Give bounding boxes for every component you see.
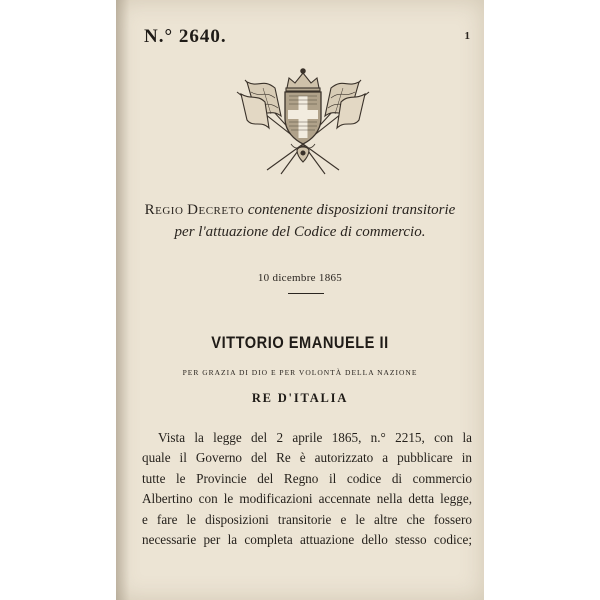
body-line: quale il Governo del Re è autorizzato a pubblicare in xyxy=(142,450,472,466)
divider-rule xyxy=(288,293,324,294)
document-page xyxy=(116,0,484,600)
body-line: e fare le disposizioni transitorie e le altre che fossero xyxy=(142,511,472,527)
decree-title-line-1 xyxy=(116,202,484,219)
decree-title-line-2: per l'attuazione del Codice di commercio. xyxy=(174,224,426,240)
sovereign-grace-formula: PER GRAZIA DI DIO E PER VOLONTÀ DELLA NAZIONE xyxy=(182,368,418,377)
body-line: necessarie per la completa attuazione dello stesso codice; xyxy=(142,532,472,548)
body-line: Albertino con le modificazioni accennate nella detta legge, xyxy=(142,491,472,507)
body-line: tutte le Provincie del Regno il codice di commercio xyxy=(142,470,472,486)
sovereign-name: VITTORIO EMANUELE II xyxy=(211,333,389,352)
body-line: Vista la legge del 2 aprile 1865, n.° 2215, con la xyxy=(158,430,472,445)
page-number: 1 xyxy=(464,30,470,42)
page-gutter-shadow xyxy=(116,0,130,600)
savoy-coat-of-arms-with-flags-icon xyxy=(233,58,373,176)
sovereign-title: RE D'ITALIA xyxy=(251,391,349,405)
title-word-regio: Regio xyxy=(144,202,184,218)
title-line-1-rest: contenente disposizioni transitorie xyxy=(247,202,456,218)
decree-date: 10 dicembre 1865 xyxy=(257,272,343,284)
decree-body xyxy=(142,428,472,550)
title-word-decreto: Decreto xyxy=(187,202,245,218)
decree-number: N.° 2640. xyxy=(144,26,227,47)
